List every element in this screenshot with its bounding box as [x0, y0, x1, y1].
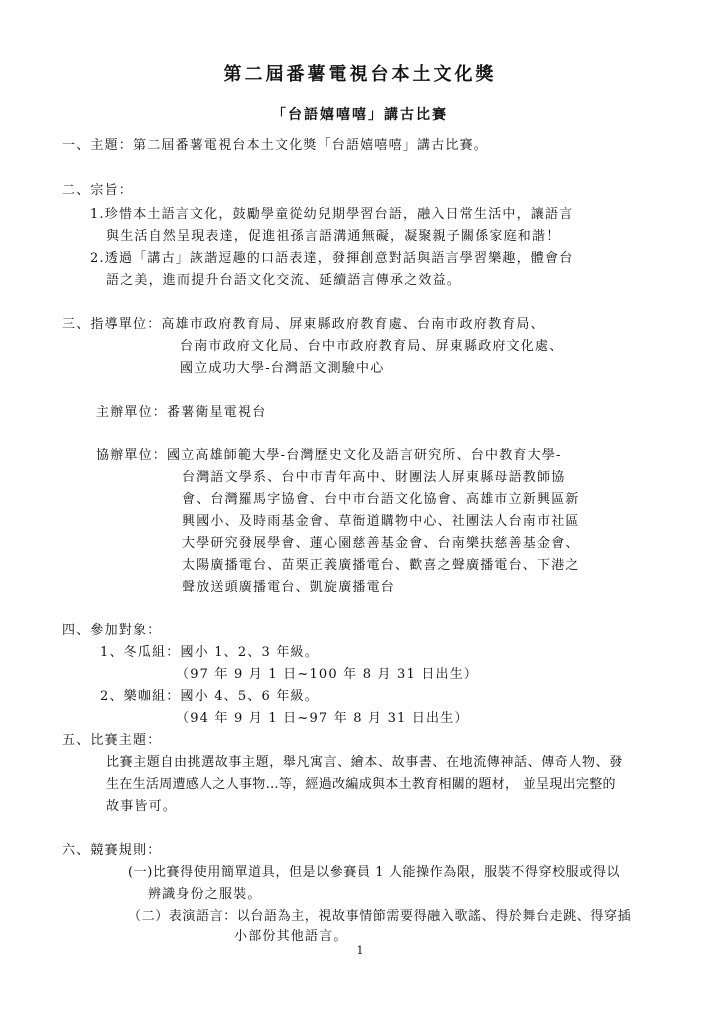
guidance-units-line-3: 國立成功大學-台灣語文測驗中心: [180, 361, 385, 376]
co-organizers-line-1: 協辦單位：國立高雄師範大學-台灣歷史文化及語言研究所、台中教育大學-: [96, 448, 562, 463]
group-1-dates: （97 年 9 月 1 日~100 年 8 月 31 日出生）: [176, 667, 479, 682]
rule-1-line-2: 辨識身份之服裝。: [148, 887, 262, 902]
section-5-line-1: 比賽主題自由挑選故事主題，舉凡寓言、繪本、故事書、在地流傳神話、傳奇人物、發: [106, 755, 623, 770]
section-5-line-3: 故事皆可。: [106, 799, 178, 814]
section-2-item-2-line-1: 2.透過「講古」詼諧逗趣的口語表達，發揮創意對話與語言學習樂趣，體會台: [90, 251, 574, 266]
rule-2-line-1: （二）表演語言：以台語為主，視故事情節需要得融入歌謠、得於舞台走跳、得穿插: [128, 909, 632, 924]
section-1-theme: 一、主題：第二屆番薯電視台本土文化獎「台語嬉嘻嘻」講古比賽。: [62, 138, 489, 153]
section-2-item-1-line-2: 與生活自然呈現表達，促進祖孫言語溝通無礙，凝聚親子關係家庭和諧！: [106, 229, 561, 244]
guidance-units-line-2: 台南市政府文化局、台中市政府教育局、屏東縣政府文化處、: [180, 339, 564, 354]
section-2-item-2-line-2: 語之美，進而提升台語文化交流、延續語言傳承之效益。: [106, 273, 462, 288]
section-4-heading: 四、參加對象：: [62, 623, 162, 638]
section-5-line-2: 生在生活周遭感人之人事物…等，經過改編成與本土教育相關的題材， 並呈現出完整的: [106, 777, 616, 792]
page-number: 1: [356, 944, 364, 957]
document-subtitle: 「台語嬉嘻嘻」講古比賽: [272, 107, 448, 123]
co-organizers-line-4: 興國小、及時雨基金會、草衙道購物中心、社團法人台南市社區: [182, 514, 580, 529]
co-organizers-line-2: 台灣語文學系、台中市青年高中、財團法人屏東縣母語教師協: [182, 470, 566, 485]
section-5-heading: 五、比賽主題：: [62, 733, 162, 748]
section-6-heading: 六、競賽規則：: [62, 843, 162, 858]
co-organizers-line-6: 太陽廣播電台、苗栗正義廣播電台、歡喜之聲廣播電台、下港之: [182, 558, 580, 573]
co-organizers-line-7: 聲放送頭廣播電台、凱旋廣播電台: [182, 580, 396, 595]
section-2-heading: 二、宗旨：: [62, 183, 134, 198]
document-title: 第二屆番薯電視台本土文化獎: [223, 64, 497, 85]
group-1: 1、冬瓜組：國小 1、2、3 年級。: [100, 645, 319, 660]
co-organizers-line-3: 會、台灣羅馬字協會、台中市台語文化協會、高雄市立新興區新: [182, 492, 580, 507]
rule-1-line-1: (一)比賽得使用簡單道具，但是以參賽員 1 人能操作為限，服裝不得穿校服或得以: [128, 865, 621, 880]
group-2: 2、樂咖組：國小 4、5、6 年級。: [100, 689, 319, 704]
co-organizers-line-5: 大學研究發展學會、蓮心園慈善基金會、台南樂扶慈善基金會、: [182, 536, 580, 551]
rule-2-line-2: 小部份其他語言。: [234, 929, 348, 944]
group-2-dates: （94 年 9 月 1 日~97 年 8 月 31 日出生）: [176, 711, 469, 726]
host-unit: 主辦單位：番薯衛星電視台: [96, 405, 267, 420]
section-2-item-1-line-1: 1.珍惜本土語言文化，鼓勵學童從幼兒期學習台語，融入日常生活中，讓語言: [90, 207, 574, 222]
guidance-units-line-1: 三、指導單位：高雄市政府教育局、屏東縣政府教育處、台南市政府教育局、: [62, 317, 545, 332]
